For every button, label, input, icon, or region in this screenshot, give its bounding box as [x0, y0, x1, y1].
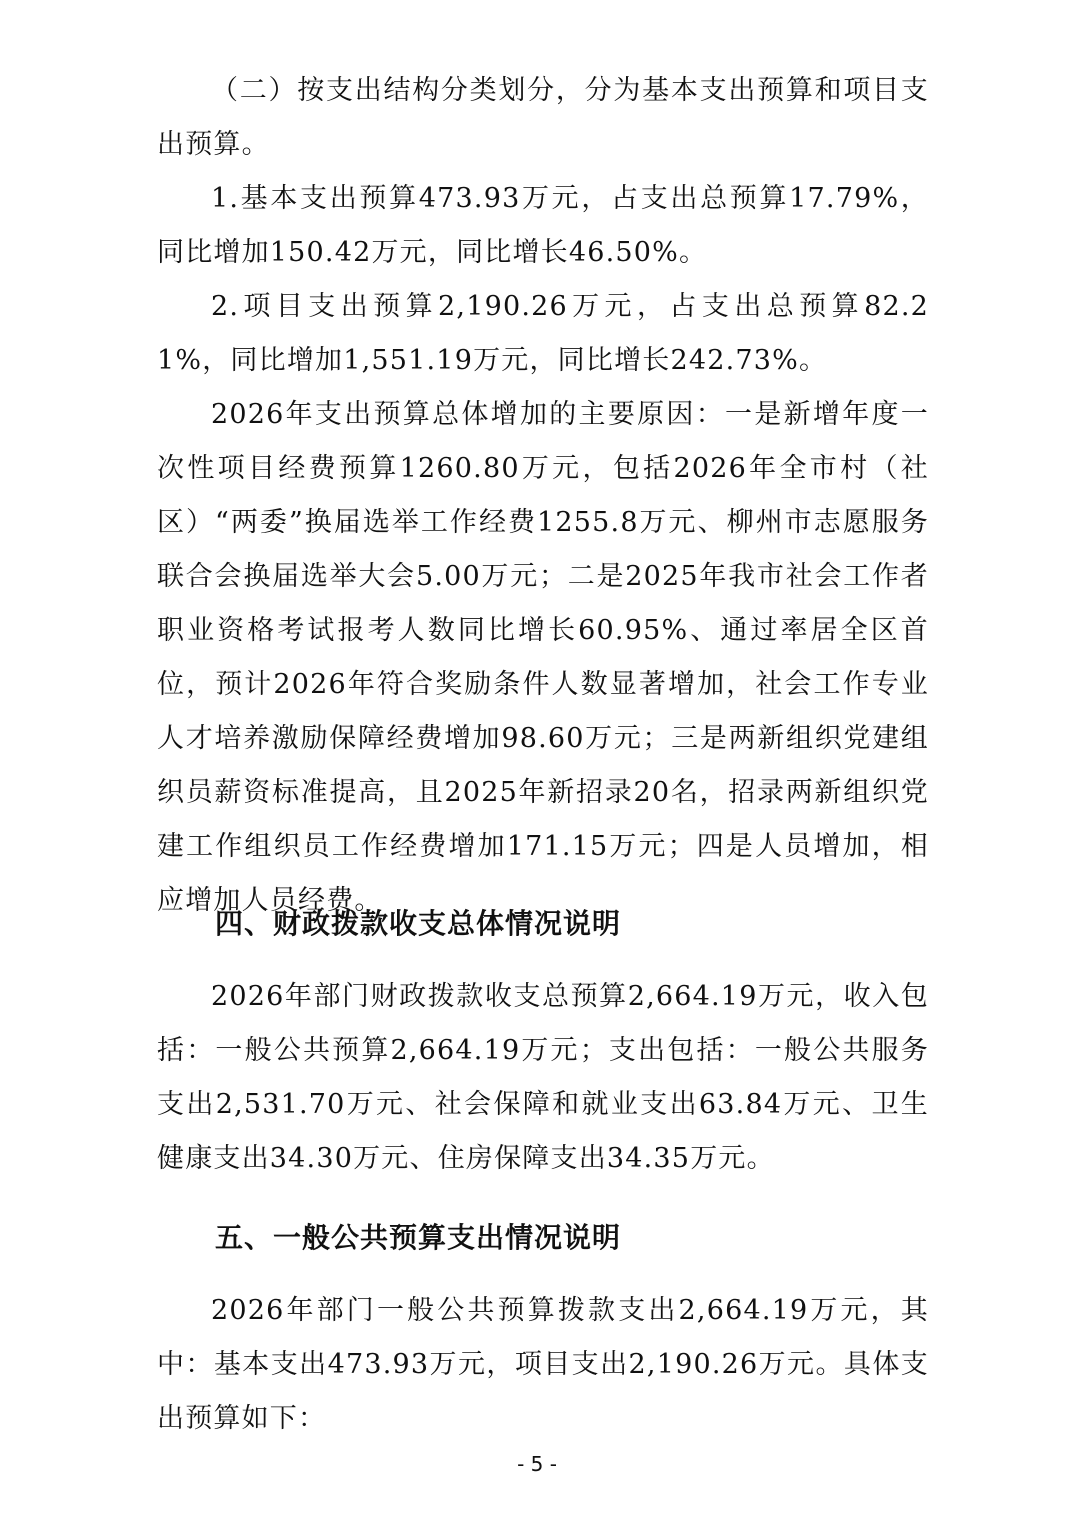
section-heading-4: 四、财政拨款收支总体情况说明	[215, 907, 622, 940]
paragraph-expenditure-structure: （二）按支出结构分类划分，分为基本支出预算和项目支出预算。	[157, 75, 929, 160]
section-heading-5: 五、一般公共预算支出情况说明	[215, 1221, 622, 1254]
paragraph-increase-reasons: 2026年支出预算总体增加的主要原因：一是新增年度一次性项目经费预算1260.80万元，包括2026年全市村（社区）“两委”换届选举工作经费1255.8万元、柳州市志愿服务联合会换届选举大会5.00万元；二是2025年我市社会工作者职业资格考试报考人数同比增长60.95%、通过率居全区首位，预计2026年符合奖励条件人数显著增加，社会工作专业人才培养激励保障经费增加98.60万元；三是两新组织党建组织员薪资标准提高，且2025年新招录20名，招录两新组织党建工作组织员工作经费增加171.15万元；四是人员增加，相应增加人员经费。	[157, 399, 929, 916]
paragraph-general-budget: 2026年部门一般公共预算拨款支出2,664.19万元，其中：基本支出473.93万元，项目支出2,190.26万元。具体支出预算如下：	[157, 1295, 929, 1434]
page-number: - 5 -	[517, 1452, 557, 1476]
paragraph-project-expenditure: 2.项目支出预算2,190.26万元，占支出总预算82.21%，同比增加1,551.19万元，同比增长242.73%。	[157, 291, 929, 376]
paragraph-fiscal-overview: 2026年部门财政拨款收支总预算2,664.19万元，收入包括：一般公共预算2,664.19万元；支出包括：一般公共服务支出2,531.70万元、社会保障和就业支出63.84万元、卫生健康支出34.30万元、住房保障支出34.35万元。	[157, 981, 929, 1174]
paragraph-basic-expenditure: 1.基本支出预算473.93万元，占支出总预算17.79%，同比增加150.42万元，同比增长46.50%。	[157, 183, 929, 268]
